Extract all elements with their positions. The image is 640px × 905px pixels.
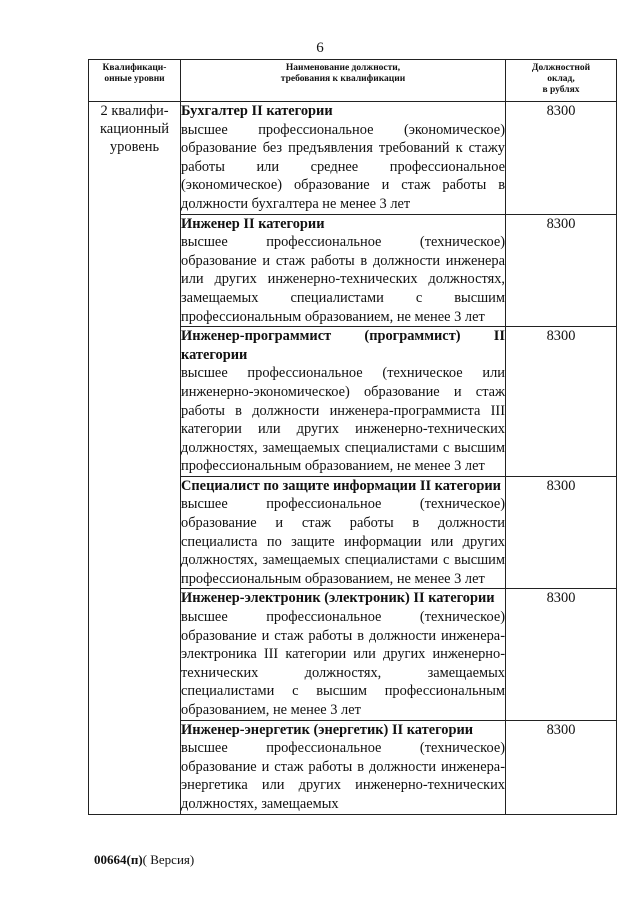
document-code: 00664(п) — [94, 852, 143, 867]
qualification-level-label: 2 квалифи- кационный уровень — [99, 103, 170, 155]
page-number: 6 — [316, 40, 324, 56]
position-cell — [181, 214, 506, 327]
position-cell — [181, 476, 506, 589]
position-title: Инженер-энергетик (энергетик) II категории — [181, 721, 474, 738]
table-row — [89, 102, 617, 215]
position-title: Инженер-электроник (электроник) II категории — [181, 590, 495, 607]
document-version: ( Версия) — [142, 852, 195, 867]
qualification-level — [89, 102, 181, 815]
salary-cell: 8300 — [506, 720, 617, 814]
position-requirements: высшее профессиональное (техническое) образование и стаж работы в должности инженера или других инженерно-технических должностях, замещаемых специалистами с высшим профессиональным образованием, не менее 3 лет — [181, 234, 505, 325]
position-cell — [181, 327, 506, 477]
salary-cell: 8300 — [506, 214, 617, 327]
document-footer — [94, 852, 194, 868]
salary-cell: 8300 — [506, 476, 617, 589]
table-header-row — [89, 60, 617, 102]
position-requirements: высшее профессиональное (техническое или инженерно-экономическое) образование и стаж работы в должности инженера-программиста III категории или других инженерно-технических должностях, замещаемых специалистами с высшим профессиональным образованием, не менее 3 лет — [181, 365, 505, 475]
header-level: Квалификаци- онные уровни — [89, 60, 181, 102]
position-requirements: высшее профессиональное (техническое) образование и стаж работы в должности инженера-энергетика или других инженерно-технических должностях, замещаемых — [181, 740, 505, 812]
position-requirements: высшее профессиональное (техническое) образование и стаж работы в должности инженера-электроника III категории или других инженерно-технических должностях, замещаемых специалистами с высшим профессиональным образованием, не менее 3 лет — [181, 609, 505, 718]
position-cell — [181, 589, 506, 720]
position-title: Инженер II категории — [181, 215, 325, 232]
position-title: Бухгалтер II категории — [181, 103, 333, 119]
position-cell — [181, 720, 506, 814]
position-cell — [181, 102, 506, 215]
position-title: Специалист по защите информации II категории — [181, 477, 501, 494]
header-salary: Должностной оклад, в рублях — [506, 60, 617, 102]
position-requirements: высшее профессиональное (техническое) образование и стаж работы в должности специалиста по защите информации или других должностях, замещаемых специалистами с высшим профессиональным образованием, не менее 3 лет — [181, 496, 505, 587]
salary-table — [88, 59, 617, 815]
salary-cell: 8300 — [506, 589, 617, 720]
salary-cell: 8300 — [506, 102, 617, 215]
position-requirements: высшее профессиональное (экономическое) образование без предъявления требований к стажу работы или среднее профессиональное (экономическое) образование и стаж работы в должности бухгалтера не менее 3 лет — [181, 121, 505, 212]
salary-cell: 8300 — [506, 327, 617, 477]
position-title: Инженер-программист (программист) II категории — [181, 328, 505, 363]
header-position: Наименование должности, требования к квалификации — [181, 60, 506, 102]
